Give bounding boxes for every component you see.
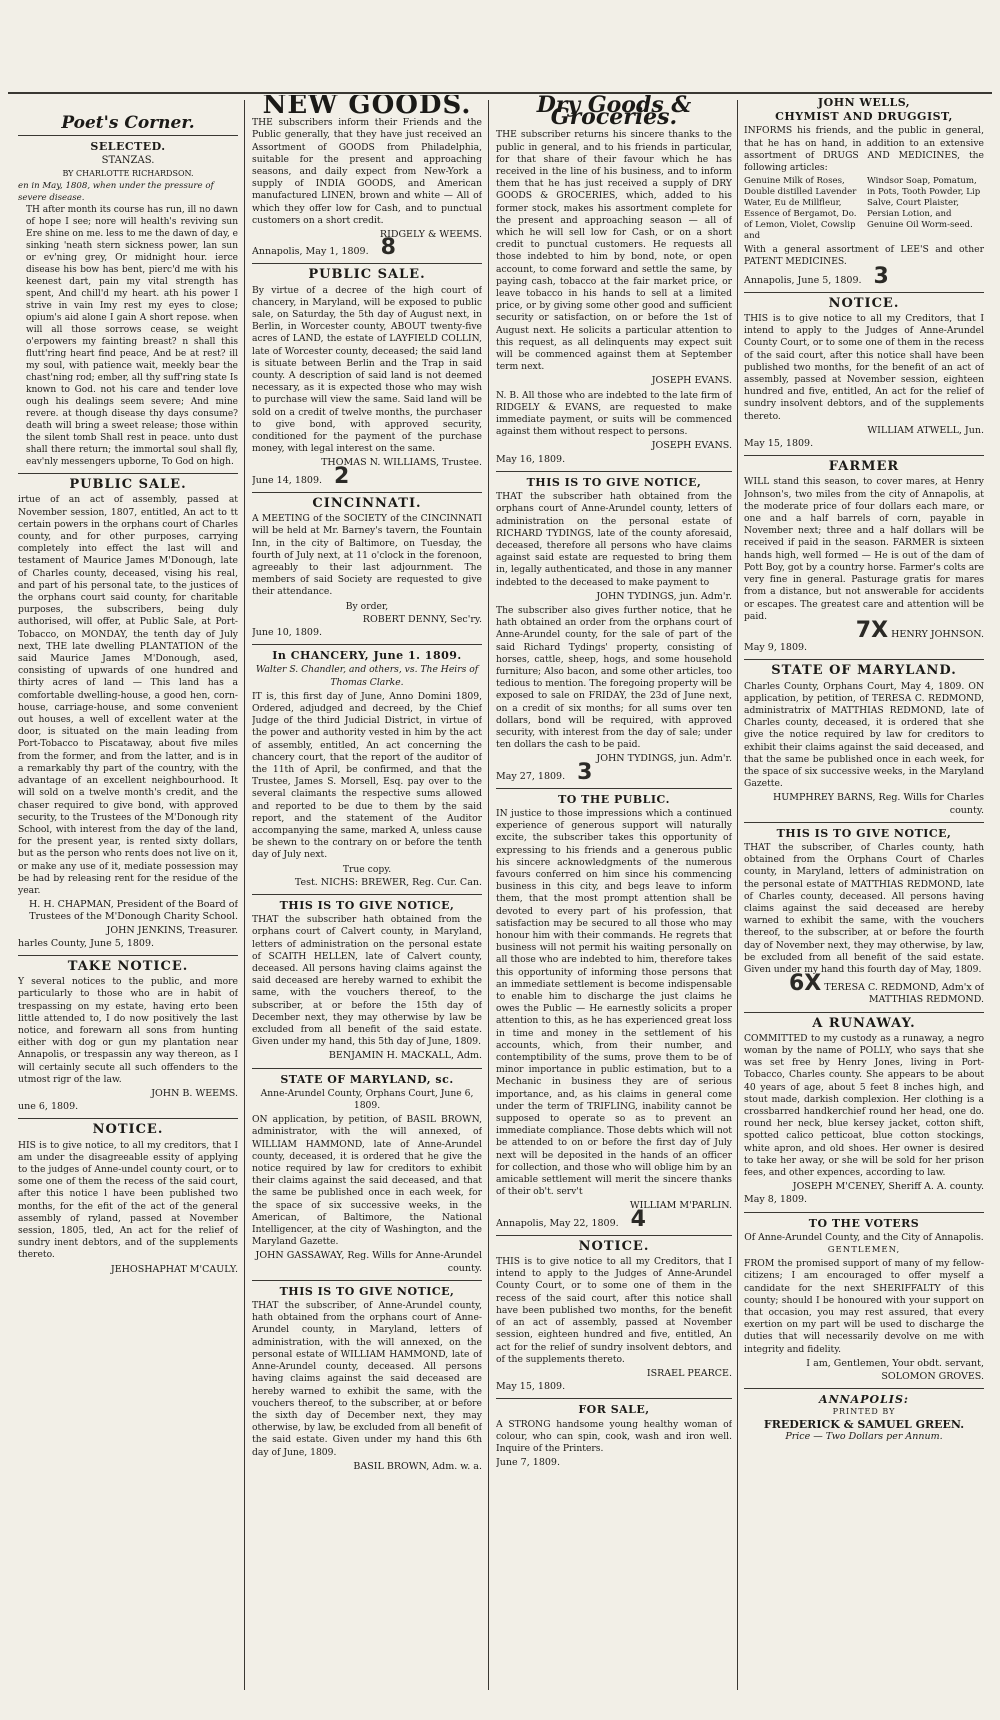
- poem-byline: BY CHARLOTTE RICHARDSON.: [62, 168, 194, 178]
- divider: [744, 659, 984, 660]
- imprint-place: ANNAPOLIS:: [819, 1393, 909, 1407]
- give-notice-signature: 6X TERESA C. REDMOND, Adm'x of MATTHIAS REDMOND.: [788, 971, 984, 1006]
- imprint-price: Price — Two Dollars per Annum.: [785, 1430, 943, 1442]
- voters-body: FROM the promised support of many of my fellow-citizens; I am encouraged to offer myself a candidate for the next SHERIFFALTY of this county; should I be honoured with your support on that occasion, you may rest assured, that every exertion on my part will be used to discharge the duties that will necessarily devolve on me with integrity and fidelity.: [744, 1258, 984, 1355]
- runaway-body: COMMITTED to my custody as a runaway, a negro woman by the name of POLLY, who says that she was set free by Henry Jones, living in Port-Tobacco, Charles county. She appears to be about 40 years of age, about 5 feet 8 inches high, and stout made, darkish complexion. Her clothing is a crossbarred handkerchief round her head, one do. round her neck, blue kersey jacket, cotton shift, spotted calico petticoat, blue cotton stockings, white apron, and old shoes. Her owner is desired to take her away, or she will be sold for her prison fees, and other expences, according to law.: [744, 1032, 984, 1179]
- column-rule-3: [737, 100, 738, 1690]
- divider: [744, 1388, 984, 1389]
- runaway-date: May 8, 1809.: [744, 1194, 808, 1206]
- new-goods-date: Annapolis, May 1, 1809. 8: [252, 235, 396, 261]
- voters-title: TO THE VOTERS: [808, 1216, 920, 1230]
- notice-title: NOTICE.: [92, 1122, 164, 1138]
- notice-body: THIS is to give notice to all my Creditors, that I intend to apply to the Judges of Anne-Arundel County Court, or to some one of them in the recess of the said court, after this notice shall have been published two months, for the benefit of an act of assembly, passed at November session, eighteen hundred and five, entitled, An act for the relief of sundry insolvent debtors, and of the supplements thereto.: [744, 313, 984, 422]
- divider: [496, 788, 732, 789]
- notice-signature: ISRAEL PEARCE.: [646, 1367, 732, 1379]
- for-sale-body: A STRONG handsome young healthy woman of colour, who can spin, cook, wash and iron well. Inquire of the Printers.: [496, 1418, 732, 1454]
- handwritten-mark: 4: [630, 1206, 646, 1232]
- state-of-maryland-body: Charles County, Orphans Court, May 4, 1809. ON application, by petition, of TERESA C. REDMOND, administratrix of MATTHIAS REDMOND, late of Charles county, deceased, it is ordered that she give the notice required by law for creditors to exhibit their claims against the said deceased, and that the same be published once in each week, for the space of six successive weeks, in the Maryland Gazette.: [744, 680, 984, 790]
- new-goods-body: THE subscribers inform their Friends and the Public generally, that they have just received an Assortment of GOODS from Philadelphia, suitable for the present and approaching seasons, and daily expect from New-York a supply of INDIA GOODS, and American manufactured LINEN, brown and white — All of which they offer low for Cash, and to punctual customers on a short credit.: [252, 117, 482, 226]
- chancery-title: In CHANCERY, June 1. 1809.: [272, 649, 462, 663]
- take-notice-date: une 6, 1809.: [18, 1101, 79, 1113]
- public-sale-date: harles County, June 5, 1809.: [18, 937, 155, 949]
- poets-corner-header: Poet's Corner.: [61, 113, 195, 133]
- voters-greeting: GENTLEMEN,: [827, 1245, 901, 1256]
- divider: [744, 455, 984, 456]
- runaway-signature: JOSEPH M'CENEY, Sheriff A. A. county.: [792, 1181, 984, 1193]
- handwritten-mark: 3: [577, 759, 593, 785]
- divider: [744, 292, 984, 293]
- handwritten-mark: 8: [380, 235, 396, 261]
- give-notice-signature: BENJAMIN H. MACKALL, Adm.: [328, 1050, 482, 1062]
- notice-body: THIS is to give notice to all my Creditors, that I intend to apply to the Judges of Anne-Arundel County Court, or to some one of them in the recess of the said court, after this notice shall have been published two months, for the benefit of an act of assembly, passed at November session, eighteen hundred and five, entitled, An act for the relief of sundry insolvent debtors, and of the supplements thereto.: [496, 1256, 732, 1365]
- cincinnati-signature: ROBERT DENNY, Sec'ry.: [362, 613, 482, 625]
- farmer-title: FARMER: [828, 459, 900, 475]
- chancery-parties: Walter S. Chandler, and others, vs. The Heirs of Thomas Clarke.: [255, 664, 479, 688]
- dry-goods-date: May 16, 1809.: [496, 453, 566, 465]
- new-goods-title: NEW GOODS.: [262, 95, 472, 120]
- divider: [18, 473, 238, 474]
- state-of-maryland-signature: JOHN GASSAWAY, Reg. Wills for Anne-Arundel county.: [255, 1250, 482, 1274]
- divider: [18, 135, 238, 136]
- notice-date: May 15, 1809.: [496, 1381, 566, 1393]
- john-wells-title: JOHN WELLS,: [817, 96, 911, 109]
- john-wells-sub: CHYMIST AND DRUGGIST,: [775, 110, 953, 124]
- handwritten-mark: 6X: [788, 971, 822, 997]
- state-of-maryland-signature: HUMPHREY BARNS, Reg. Wills for Charles county.: [772, 792, 984, 816]
- notice-title: NOTICE.: [828, 295, 900, 311]
- farmer-signature: 7X HENRY JOHNSON.: [855, 617, 984, 643]
- divider: [252, 492, 482, 493]
- notice-title: NOTICE.: [578, 1238, 650, 1254]
- john-wells-tail: With a general assortment of LEE'S and other PATENT MEDICINES.: [744, 244, 984, 268]
- dry-goods-signature: JOSEPH EVANS.: [651, 375, 732, 387]
- divider: [252, 894, 482, 895]
- voters-close: I am, Gentlemen, Your obdt. servant,: [806, 1357, 984, 1369]
- give-notice-body: THAT the subscriber hath obtained from the orphans court of Anne-Arundel county, letters of administration on the personal estate of RICHARD TYDINGS, late of the county aforesaid, deceased, therefore all persons who have claims against said estate are requested to bring them in, legally authenticated, and those in any manner indebted to the deceased to make payment to: [496, 491, 732, 588]
- take-notice-signature: JOHN B. WEEMS.: [151, 1087, 238, 1099]
- take-notice-title: TAKE NOTICE.: [67, 958, 189, 974]
- give-notice-signature: BASIL BROWN, Adm. w. a.: [353, 1460, 482, 1472]
- column-2: [252, 95, 482, 1700]
- runaway-title: A RUNAWAY.: [812, 1015, 916, 1031]
- give-notice-body: THAT the subscriber hath obtained from the orphans court of Calvert county, in Maryland, letters of administration on the personal estate of SCAITH HELLEN, late of Calvert county, deceased. All persons having claims against the said deceased are hereby warned to exhibit the same, with the vouchers thereof, to the subscriber, at or before the 15th day of December next, they may otherwise by law be excluded from all benefit of the said estate. Given under my hand, this 5th day of June, 1809.: [252, 914, 482, 1048]
- dry-goods-body: THE subscriber returns his sincere thanks to the public in general, and to his friends in particular, for that share of their favour which he has received in the line of his business, and to inform them that he has just received a supply of DRY GOODS & GROCERIES, which, added to his former stock, makes his assortment complete for the present and approaching season — all of which he will sell low for Cash, or on a short credit to punctual customers. He requests all those indebted to him by bond, note, or open account, to come forward and settle the same, by paying cash, tobacco at the fair market price, or leave tobacco in his hands to sell at a limited price, or by giving some other good and sufficient security or satisfaction, on or before the 1st of August next. He solicits a particular attention to this request, as all delinquents may expect suit will be commenced against them at September term next.: [496, 129, 732, 373]
- poem-subline: en in May, 1808, when under the pressure of severe disease.: [18, 180, 214, 204]
- divider: [496, 1235, 732, 1236]
- give-notice-title: THIS IS TO GIVE NOTICE,: [279, 1284, 455, 1298]
- public-sale-title: PUBLIC SALE.: [308, 267, 426, 283]
- divider: [744, 1212, 984, 1213]
- chancery-body: IT is, this first day of June, Anno Domini 1809, Ordered, adjudged and decreed, by the Chief Judge of the third Judicial District, in virtue of the power and authority vested in him by the act of assembly, entitled, An act concerning the chancery court, that the report of the auditor of the 11th of April, be confirmed, and that the Trustee, James S. Morsell, Esq. pay over to the several claimants the respective sums allowed and reported to be due to them by the said report, and the statement of the Auditor accompanying the same, marked A, unless cause be shewn to the contrary on or before the tenth day of July next.: [252, 690, 482, 861]
- public-sale-title: PUBLIC SALE.: [69, 477, 187, 493]
- new-goods-signature: RIDGELY & WEEMS.: [379, 229, 482, 241]
- give-notice-title: THIS IS TO GIVE NOTICE,: [776, 826, 952, 840]
- column-3: [496, 95, 732, 1700]
- divider: [744, 822, 984, 823]
- public-sale-treasurer: JOHN JENKINS, Treasurer.: [106, 924, 238, 936]
- handwritten-mark: 7X: [855, 617, 889, 643]
- divider: [252, 263, 482, 264]
- give-notice-title: THIS IS TO GIVE NOTICE,: [526, 475, 702, 489]
- selected-label: SELECTED.: [90, 140, 166, 154]
- give-notice-signature-2: JOHN TYDINGS, jun. Adm'r.: [596, 753, 732, 765]
- cincinnati-date: June 10, 1809.: [252, 626, 323, 638]
- john-wells-items-right: Windsor Soap, Pomatum, in Pots, Tooth Powder, Lip Salve, Court Plaister, Persian Lotion, and Genuine Oil Worm-seed.: [867, 176, 981, 231]
- public-sale-date: June 14, 1809. 2: [252, 463, 350, 489]
- john-wells-date: Annapolis, June 5, 1809. 3: [744, 263, 889, 289]
- divider: [252, 644, 482, 645]
- give-notice-title: THIS IS TO GIVE NOTICE,: [279, 898, 455, 912]
- to-the-public-date: Annapolis, May 22, 1809. 4: [496, 1206, 646, 1232]
- divider: [496, 1398, 732, 1399]
- give-notice-signature: JOHN TYDINGS, jun. Adm'r.: [596, 590, 732, 602]
- divider: [744, 1012, 984, 1013]
- column-1: [18, 95, 238, 1700]
- john-wells-items-left: Genuine Milk of Roses, Double distilled Lavender Water, Eu de Millfleur, Essence of Bergamot, Do. of Lemon, Violet, Cowslip and: [744, 176, 857, 242]
- notice-date: May 15, 1809.: [744, 438, 814, 450]
- handwritten-mark: 2: [334, 463, 350, 489]
- to-the-public-title: TO THE PUBLIC.: [558, 792, 670, 806]
- top-rule: [8, 92, 992, 94]
- cincinnati-title: CINCINNATI.: [312, 495, 422, 511]
- column-rule-2: [488, 100, 489, 1690]
- chancery-copy: True copy.: [342, 863, 392, 875]
- public-sale-signature: H. H. CHAPMAN, President of the Board of Trustees of the M'Donough Charity School.: [29, 899, 238, 923]
- give-notice-body-2: The subscriber also gives further notice, that he hath obtained an order from the orphans court of Anne-Arundel county, for the sale of part of the said Richard Tydings' property, consisting of horses, cattle, sheep, hogs, and some household furniture; Also bacon, and some other articles, too tedious to mention. The foregoing property will be exposed to sale on FRIDAY, the 23d of June next, on a credit of six months; for all sums over ten dollars, bond will be required, with approved security, with interest from the day of sale; under ten dollars the cash to be paid.: [496, 604, 732, 751]
- cincinnati-by-order: By order,: [345, 600, 389, 612]
- public-sale-body: irtue of an act of assembly, passed at November session, 1807, entitled, An act to tt certain powers in the orphans court of Charles county, and for other purposes, carrying completely into effect the last will and testament of Maurice James M'Donough, late of Charles county, deceased, vising his real, and part of his personal tate, to the justices of the orphans court said county, for charitable purposes, the subscribers, being duly authorised, will offer, at Public Sale, at Port-Tobacco, on MONDAY, the tenth day of July next, THE late dwelling PLANTATION of the said Maurice James M'Donough, ased, consisting of upwards of one hundred and thirty acres of land — This land has a comfortable dwelling-house, a good hen, corn-house, carriage-house, and some convenient out houses, a well of excellent water at the door, is situated on the main leading from Port-Tobacco to Piscataway, about five miles from the former, and from the latter, and is in a remarkably thy part of the country, with the advantage of an excellent neighbourhood. It will sold on a twelve month's credit, and the chaser required to give bond, with approved security, to the Trustees of the M'Donough rity School, with interest from the day of the land, for the present year, is rented sixty dollars, but as the person who rents does not live on it, or make any use of it, mediate possession may be had by releasing rent for the residue of the year.: [18, 494, 238, 896]
- public-sale-body: By virtue of a decree of the high court of chancery, in Maryland, will be exposed to public sale, on Saturday, the 5th day of August next, in Berlin, in Worcester county, ABOUT twenty-five acres of LAND, the estate of LAYFIELD COLLIN, late of Worcester county, deceased; the said land is situate between Berlin and the Trap in said county. A description of said land is not deemed necessary, as it is expected those who may wish to purchase will view the same. Said land will be sold on a credit of twelve months, the purchaser to give bond, with approved security, conditioned for the payment of the purchase money, with legal interest on the same.: [252, 284, 482, 455]
- poem-text: TH after month its course has run, ill no dawn of hope I see; nore will health's reviving sun Ere shine on me. less to me the dawn of day, e sinking 'neath stern sickness power, lan sun or ev'ning grey, Or midnight hour. ierce disease his bow has bent, pierc'd me with his keenest dart, pain my vital strength has spent, And chill'd my heart. ath his power I strive in vain Imy rest my eyes to close; opium's aid alone I gain A short repose. when will all those sorrows cease, se weight o'erpowers my fainting breast? n shall this flutt'ring heart find peace, And be at rest? ill my soul, with patience wait, meekly bear the chast'ning rod; ember, all thy suff'ring state Is known to God. not his care and tender love ough his dealings seem severe; And mine revere. at though disease thy days consume? death will bring a sweet release; those within the silent tomb Shall rest in peace. unto dust shall there return; the immortal soul shall fly, eav'nly messengers upborne, To God on high.: [26, 205, 238, 468]
- give-notice-date: May 27, 1809. 3: [496, 759, 593, 785]
- take-notice-body: Y several notices to the public, and more particularly to those who are in habit of trespassing on my estate, having erto been little attended to, I do now positively the last notice, and forewarn all sons from hunting either with dog or gun my plantation near Annapolis, or trespassin any way thereon, as I will certainly secute all such offenders to the utmost rigr of the law.: [18, 976, 238, 1085]
- give-notice-body: THAT the subscriber, of Charles county, hath obtained from the Orphans Court of Charles county, in Maryland, letters of administration on the personal estate of MATTHIAS REDMOND, late of Charles county, deceased. All persons having claims against the said deceased are hereby warned to exhibit the same, with the vouchers thereof, to the subscriber, at or before the fourth day of November next, they may otherwise, by law, be excluded from all benefit of the said estate. Given under my hand this fourth day of May, 1809.: [744, 841, 984, 975]
- dry-goods-signature-2: JOSEPH EVANS.: [651, 440, 732, 452]
- state-of-maryland-title: STATE OF MARYLAND, sc.: [280, 1072, 454, 1086]
- notice-body: HIS is to give notice, to all my creditors, that I am under the disagreeable essity of applying to the judges of Anne-undel county court, or to some one of them the recess of the said court, after this notice l have been published two months, for the efit of the act of the general assembly of ryland, passed at November session, 1805, tled, An act for the relief of sundry inent debtors, and of the supplements thereto.: [18, 1139, 238, 1261]
- john-wells-items: [744, 176, 984, 242]
- to-the-public-body: IN justice to those impressions which a continued experience of generous support will naturally excite, the subscriber takes this opportunity of expressing to his friends and a generous public his sincere acknowledgments of the numerous favours conferred on him since his commencing business in this city, and begs leave to inform them, that the most prompt attention shall be devoted to every part of his profession, that satisfaction may be secured to all those who may honour him with their commands. He regrets that business will not permit his waiting personally on all those who are indebted to him, therefore takes this opportunity of informing those persons that an immediate settlement is become indispensable to enable him to discharge the just claims he owes the Public — He earnestly solicits a proper attention to this, as he has experienced great loss in time and money in the settlement of his accounts, which, from their number, and contemptibility of the sums, prove them to be of minor importance in public estimation, but to a Mechanic in business they are of serious importance, and, as his claims in general come under the term of TRIFLING, inability cannot be supposed to operate so as to prevent an immediate compliance. Those debts which will not be attended to on or before the first day of July next will be deposited in the hands of an officer for collection, and those who will oblige him by an amicable settlement will merit the sincere thanks of their ob't. serv't: [496, 807, 732, 1198]
- state-of-maryland-body: ON application, by petition, of BASIL BROWN, administrator, with the will annexed, of WILLIAM HAMMOND, late of Anne-Arundel county, deceased, it is ordered that he give the notice required by law for creditors to exhibit their claims against the said deceased, and that the same be published once in each week, for the space of six successive weeks, in the American, of Baltimore, the National Intelligencer, at the city of Washington, and the Maryland Gazette.: [252, 1114, 482, 1248]
- give-notice-body: THAT the subscriber, of Anne-Arundel county, hath obtained from the orphans court of Anne-Arundel county, in Maryland, letters of administration, with the will annexed, on the personal estate of WILLIAM HAMMOND, late of Anne-Arundel county, deceased. All persons having claims against the said deceased are hereby warned to exhibit the same, with the vouchers thereof, to the subscriber, at or before the sixth day of December next, they may otherwise, by law, be excluded from all benefit of the said estate. Given under my hand this 6th day of June, 1809.: [252, 1300, 482, 1458]
- for-sale-date: June 7, 1809.: [496, 1457, 560, 1469]
- dry-goods-nb: N. B. All those who are indebted to the late firm of RIDGELY & EVANS, are requested to make immediate payment, or suits will be commenced against them without respect to persons.: [496, 389, 732, 438]
- notice-signature: JEHOSHAPHAT M'CAULY.: [110, 1263, 238, 1275]
- farmer-body: WILL stand this season, to cover mares, at Henry Johnson's, two miles from the city of Annapolis, at the moderate price of four dollars each mare, or one and a half barrels of corn, payable in November next; three and a half dollars will be received if paid in the season. FARMER is sixteen hands high, well formed — He is out of the dam of Pott Boy, got by a country horse. Farmer's colts are very fine in general. Pasturage gratis for mares from a distance, but not answerable for accidents or escapes. The greatest care and attention will be paid.: [744, 476, 984, 622]
- voters-sub: Of Anne-Arundel County, and the City of Annapolis.: [744, 1231, 984, 1243]
- chancery-signature: Test. NICHS: BREWER, Reg. Cur. Can.: [294, 876, 482, 888]
- john-wells-body: INFORMS his friends, and the public in general, that he has on hand, in addition to an extensive assortment of DRUGS AND MEDICINES, the following articles:: [744, 125, 984, 174]
- to-the-public-signature: WILLIAM M'PARLIN.: [629, 1200, 732, 1212]
- divider: [496, 471, 732, 472]
- public-sale-signature: THOMAS N. WILLIAMS, Trustee.: [321, 457, 482, 469]
- farmer-date: May 9, 1809.: [744, 642, 808, 654]
- voters-signature: SOLOMON GROVES.: [881, 1371, 984, 1383]
- column-4: [744, 95, 984, 1700]
- state-of-maryland-sub: Anne-Arundel County, Orphans Court, June 6, 1809.: [260, 1087, 474, 1112]
- imprint-printed-by: PRINTED BY: [832, 1407, 896, 1417]
- for-sale-title: FOR SALE,: [578, 1403, 650, 1417]
- divider: [18, 955, 238, 956]
- imprint-printers: FREDERICK & SAMUEL GREEN.: [763, 1417, 965, 1431]
- handwritten-mark: 3: [873, 263, 889, 289]
- divider: [252, 1280, 482, 1281]
- column-rule-1: [244, 100, 245, 1690]
- cincinnati-body: A MEETING of the SOCIETY of the CINCINNATI will be held at Mr. Barney's tavern, the Fountain Inn, in the city of Baltimore, on Tuesday, the fourth of July next, at 11 o'clock in the forenoon, agreeably to their last adjournment. The members of said Society are requested to give their attendance.: [252, 513, 482, 598]
- divider: [18, 1118, 238, 1119]
- divider: [252, 1068, 482, 1069]
- stanzas-title: STANZAS.: [101, 155, 155, 167]
- dry-goods-title: Dry Goods & Groceries.: [536, 95, 692, 131]
- state-of-maryland-title: STATE OF MARYLAND.: [771, 663, 957, 679]
- notice-signature: WILLIAM ATWELL, Jun.: [867, 424, 984, 436]
